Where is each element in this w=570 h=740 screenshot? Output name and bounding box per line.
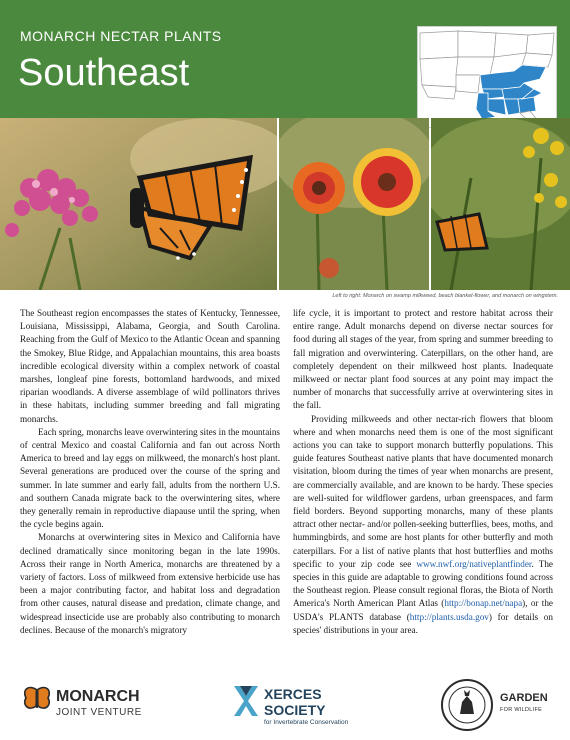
butterfly-logo-icon: [22, 684, 52, 718]
photo-monarch-on-swamp-milkweed: [0, 118, 277, 290]
footer-logos: [0, 672, 570, 740]
paragraph-text: . The species in this guide are adaptable to growing conditions found across the Southeast region. Please consult regional floras, the Biota of North America's North American Plant Atlas (: [293, 558, 553, 609]
paragraph-text: ) for details on species' distributions in your area.: [293, 611, 553, 635]
xerces-logo-line2: SOCIETY: [264, 702, 326, 718]
link-bonap-napa[interactable]: http://bonap.net/napa: [444, 598, 523, 609]
body-column-right: [293, 307, 553, 637]
link-nwf-native-plant-finder[interactable]: www.nwf.org/nativeplantfinder: [416, 558, 532, 569]
paragraph-text: ), or the USDA's PLANTS database (: [293, 598, 554, 622]
photo-strip: [0, 118, 570, 290]
paragraph: [293, 413, 553, 637]
photo-monarch-on-wingstem: [431, 118, 570, 290]
paragraph: The Southeast region encompasses the states of Kentucky, Tennessee, Louisiana, Mississippi, Alabama, Georgia, and South Carolina. Reaching from the Gulf of Mexico to the Atlantic Ocean and spanning the Smokey, Blue Ridge, and Appalachian mountains, this area boasts incredible ecological diversity within a complex network of coastal marshes, longleaf pine forests, bottomland hardwoods, and mixed riparian woodlands. A diverse assemblage of wild pollinators thrives in these habitats, including summer breeding and fall migrating monarchs.: [20, 308, 280, 424]
photo-beach-blanket-flower: [279, 118, 429, 290]
us-map-southeast-icon: [417, 26, 557, 128]
wildlife-federation-seal-icon: [440, 678, 494, 732]
body-column-left: [20, 307, 280, 637]
paragraph: life cycle, it is important to protect and restore habitat across their entire range. Adult monarchs depend on diverse nectar sources for food during all stages of the year, from spring and summer breeding to fall migration and overwintering. Caterpillars, on the other hand, are completely dependent on their milkweed host plants. Inadequate milkweed or nectar plant food sources at any point may impact the number of monarchs that successfully arrive at overwintering sites in the fall.: [293, 308, 553, 411]
mjv-logo-line1: MONARCH: [56, 688, 140, 705]
xerces-x-logo-icon: [232, 684, 260, 718]
page-title: Southeast: [18, 52, 190, 94]
gfw-logo-line2: FOR WILDLIFE: [500, 707, 543, 713]
header-kicker: MONARCH NECTAR PLANTS: [20, 28, 222, 44]
mjv-logo-line2: JOINT VENTURE: [56, 707, 142, 718]
gfw-logo-line1: GARDEN: [500, 692, 548, 704]
paragraph-text: Providing milkweeds and other nectar-rich flowers that bloom where and when monarchs need them is one of the most significant actions you can take to support monarch butterfly populations. This guide features Southeast native plants that have documented monarch visitation, bloom during the times of year when monarchs are present, are commercially available, and are known to be hardy. These species are well-suited for wildflower gardens, urban greenspaces, and farm field borders. Beyond supporting monarchs, many of these plants attract other nectar- and/or pollen-seeking butterflies, bees, moths, and hummingbirds, and some are host plants for other butterfly and moth caterpillars. For a list of native plants that host butterflies and moths specific to your zip code see: [293, 413, 553, 569]
monarch-joint-venture-logo: [22, 684, 152, 724]
photo-caption: Left to right: Monarch on swamp milkweed, beach blanket-flower, and monarch on wingstem.: [332, 293, 558, 299]
xerces-society-logo: [232, 684, 372, 728]
link-usda-plants[interactable]: http://plants.usda.gov: [409, 611, 489, 622]
xerces-logo-line1: XERCES: [264, 686, 322, 702]
garden-for-wildlife-logo: [500, 688, 560, 724]
paragraph: Monarchs at overwintering sites in Mexico and California have declined dramatically since monitoring began in the late 1990s. Across their range in North America, monarchs are threatened by a variety of factors. Loss of milkweed from extensive herbicide use has been a major contributing factor, and habitat loss and degradation from other causes, natural disease and predation, climate change, and widespread insecticide use are probably also contributing to monarch declines. Because of the monarch's migratory: [20, 532, 280, 635]
xerces-logo-line3: for Invertebrate Conservation: [264, 719, 349, 726]
paragraph: Each spring, monarchs leave overwintering sites in the mountains of central Mexico and coastal California and fan out across North America to breed and lay eggs on milkweed, the monarch's host plant. Several generations are produced over the course of the spring and summer. In late summer and early fall, adults from the northern U.S. and southern Canada migrate back to the overwintering sites, where they generally remain in reproductive diapause until the spring, when the cycle begins again.: [20, 426, 280, 530]
